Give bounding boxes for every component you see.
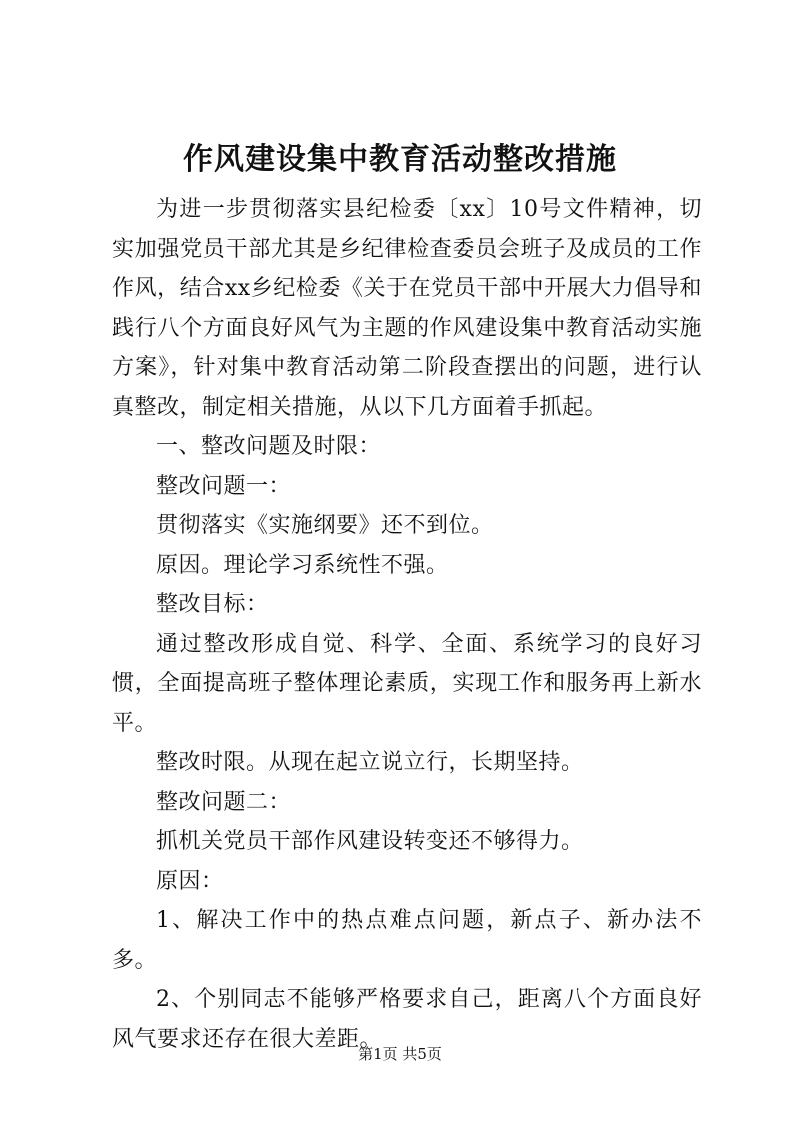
paragraph-issue-two-text: 抓机关党员干部作风建设转变还不够得力。 — [156, 829, 584, 854]
paragraph-issue-one-text: 贯彻落实《实施纲要》还不到位。 — [156, 513, 494, 538]
page-indicator: 第1页 共5页 — [358, 1045, 442, 1063]
paragraph-issue-two-cause-1: 1、解决工作中的热点难点问题，新点子、新办法不多。 — [112, 908, 702, 973]
paragraph-intro: 为进一步贯彻落实县纪检委〔xx〕10号文件精神，切实加强党员干部尤其是乡纪律检查委员会班子及成员的工作作风，结合xx乡纪检委《关于在党员干部中开展大力倡导和践行八个方面良好风气为主题的作风建设集中教育活动实施方案》，针对集中教育活动第二阶段查摆出的问题，进行认真整改，制定相关措施，从以下几方面着手抓起。 — [112, 197, 702, 420]
paragraph-issue-one-deadline: 整改时限。从现在起立说立行，长期坚持。 — [156, 750, 584, 775]
document-body — [112, 190, 702, 1059]
paragraph-issue-one-cause: 原因。理论学习系统性不强。 — [156, 552, 449, 578]
paragraph-issue-one-goal-text: 通过整改形成自觉、科学、全面、系统学习的良好习惯，全面提高班子整体理论素质，实现工作和服务再上新水平。 — [112, 631, 702, 736]
paragraph-issue-two-cause-heading: 原因： — [156, 868, 224, 894]
paragraph-issue-two-cause-2: 2、个别同志不能够严格要求自己，距离八个方面良好风气要求还存在很大差距。 — [112, 987, 702, 1052]
paragraph-section-heading: 一、整改问题及时限： — [156, 434, 382, 459]
paragraph-issue-one-goal-heading: 整改目标： — [156, 592, 269, 617]
paragraph-issue-one-heading: 整改问题一： — [156, 473, 292, 499]
document-title: 作风建设集中教育活动整改措施 — [183, 142, 617, 177]
paragraph-issue-two-heading: 整改问题二： — [156, 789, 292, 815]
